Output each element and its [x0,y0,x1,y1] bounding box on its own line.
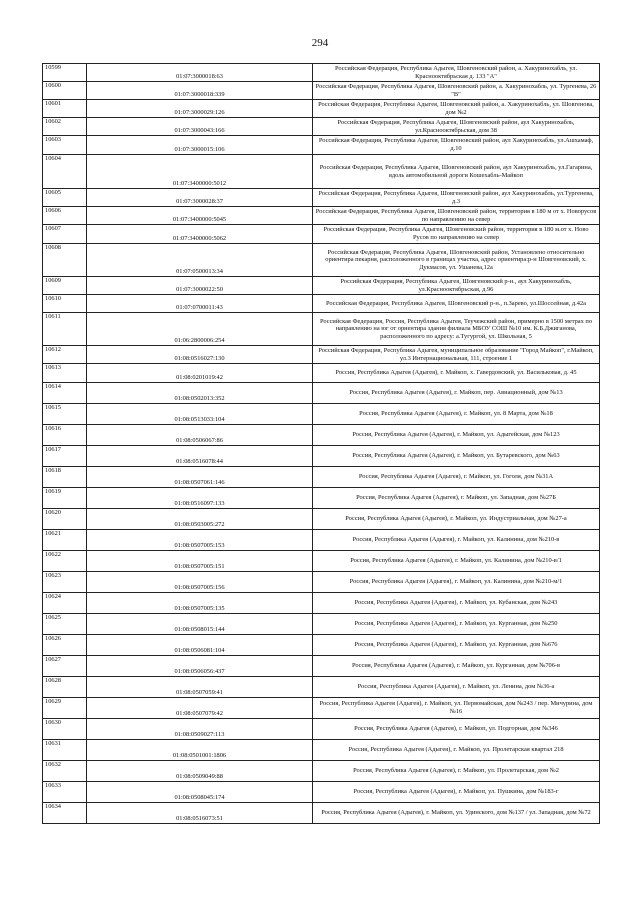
cadastral-number-cell: 01:08:0516027:130 [87,346,313,364]
table-row [43,551,600,572]
cadastral-number-cell: 01:08:0516078:44 [87,446,313,467]
address-cell: Россия, Республика Адыгея (Адыгея), г. Майкоп, ул. Пролетарская квартал 218 [313,740,600,761]
table-row [43,761,600,782]
cadastral-number-cell: 01:08:0507059:41 [87,677,313,698]
table-row [43,446,600,467]
address-cell: Россия, Республика Адыгея (Адыгея), г. Майкоп, ул. Гоголя, дом №31А [313,467,600,488]
row-number-cell: 10621 [43,530,87,551]
address-cell: Россия, Республика Адыгея (Адыгея), г. Майкоп, ул. Ленина, дом №36-а [313,677,600,698]
cadastral-number-cell: 01:07:0700011:43 [87,295,313,313]
row-number-cell: 10628 [43,677,87,698]
row-number-cell: 10615 [43,404,87,425]
table-row [43,225,600,244]
table-row [43,467,600,488]
cadastral-number-cell: 01:07:3000043:166 [87,118,313,136]
row-number-cell: 10602 [43,118,87,136]
table-row [43,364,600,383]
table-row [43,189,600,207]
land-parcel-table [42,63,600,824]
row-number-cell: 10612 [43,346,87,364]
cadastral-number-cell: 01:08:0507005:135 [87,593,313,614]
address-cell: Россия, Республика Адыгея (Адыгея), г. Майкоп, ул. Пушкина, дом №183-г [313,782,600,803]
cadastral-number-cell: 01:08:0509027:113 [87,719,313,740]
row-number-cell: 10609 [43,277,87,295]
table-row [43,383,600,404]
row-number-cell: 10617 [43,446,87,467]
row-number-cell: 10604 [43,155,87,189]
table-row [43,207,600,225]
cadastral-number-cell: 01:08:0513033:104 [87,404,313,425]
row-number-cell: 10601 [43,100,87,118]
table-row [43,295,600,313]
row-number-cell: 10599 [43,64,87,82]
cadastral-number-cell: 01:08:0509049:88 [87,761,313,782]
address-cell: Российская Федерация, Республика Адыгея, Шовгеновский р-н., п.Зарево, ул.Шоссейная, д.42а [313,295,600,313]
cadastral-number-cell: 01:07:3400000:5012 [87,155,313,189]
address-cell: Российская Федерация, Республика Адыгея, Шовгеновский район, аул Хакуринохабль, ул.Краснооктябрьская, дом 38 [313,118,600,136]
table-row [43,614,600,635]
cadastral-number-cell: 01:08:0507005:156 [87,572,313,593]
cadastral-number-cell: 01:07:3000028:37 [87,189,313,207]
row-number-cell: 10632 [43,761,87,782]
cadastral-number-cell: 01:08:0201019:42 [87,364,313,383]
cadastral-number-cell: 01:08:0502013:352 [87,383,313,404]
cadastral-number-cell: 01:07:3400000:5045 [87,207,313,225]
row-number-cell: 10600 [43,82,87,100]
table-row [43,593,600,614]
address-cell: Российская Федерация, Республика Адыгея, Шовгеновский район, территория в 180 м.от х. Ново Русов по направлению на север [313,225,600,244]
table-body [43,64,600,824]
table-row [43,740,600,761]
row-number-cell: 10626 [43,635,87,656]
address-cell: Россия, Республика Адыгея (Адыгея), г. Майкоп, ул. 8 Марта, дом №18 [313,404,600,425]
row-number-cell: 10603 [43,136,87,155]
table-row [43,404,600,425]
address-cell: Россия, Республика Адыгея (Адыгея), г. Майкоп, ул. Курганная, дом №676 [313,635,600,656]
cadastral-number-cell: 01:07:3000018:63 [87,64,313,82]
table-row [43,719,600,740]
address-cell: Россия, Республика Адыгея (Адыгея), г. Майкоп, ул. Индустриальная, дом №27-а [313,509,600,530]
address-cell: Россия, Республика Адыгея (Адыгея), г. Майкоп, ул. Калинина, дом №210-м/1 [313,572,600,593]
row-number-cell: 10616 [43,425,87,446]
address-cell: Российская Федерация, Республика Адыгея, Шовгеновский район, Установлено относительно ориентира пекарня, расположенного в границах участка, адрес ориентира:р-н Шовгеновский, х. Дукмасов, ул. Ушанева,12а [313,244,600,277]
cadastral-number-cell: 01:08:0508045:174 [87,782,313,803]
address-cell: Россия, Республика Адыгея (Адыгея), г. Майкоп, ул. Адыгейская, дом №123 [313,425,600,446]
page-number: 294 [311,37,329,49]
table-row [43,782,600,803]
row-number-cell: 10633 [43,782,87,803]
row-number-cell: 10610 [43,295,87,313]
address-cell: Российская Федерация, Республика Адыгея, Шовгеновский р-н., аул Хакуринохабль, ул.Краснооктябрьская, д.96 [313,277,600,295]
row-number-cell: 10608 [43,244,87,277]
row-number-cell: 10623 [43,572,87,593]
row-number-cell: 10627 [43,656,87,677]
row-number-cell: 10614 [43,383,87,404]
row-number-cell: 10630 [43,719,87,740]
cadastral-number-cell: 01:07:3000015:106 [87,136,313,155]
table-row [43,313,600,346]
table-row [43,277,600,295]
address-cell: Российская Федерация, Республика Адыгея, Шовгеновский район, территория в 180 м от х. Новорусов по направлению на север [313,207,600,225]
address-cell: Россия, Республика Адыгея (Адыгея), г. Майкоп, ул. Калинина, дом №210-в/1 [313,551,600,572]
row-number-cell: 10631 [43,740,87,761]
address-cell: Россия, Республика Адыгея (Адыгея), г. Майкоп, х. Гавердовский, ул. Васильковая, д. 45 [313,364,600,383]
address-cell: Россия, Республика Адыгея (Адыгея), г. Майкоп, ул. Подгорная, дом №346 [313,719,600,740]
row-number-cell: 10605 [43,189,87,207]
address-cell: Российская Федерация, Республика Адыгея, Шовгеновский район, аул Хакуринохабль, ул.Ашхамаф, д.10 [313,136,600,155]
address-cell: Россия, Республика Адыгея (Адыгея), г. Майкоп, ул. Первомайская, дом №243 / пер. Мичурина, дом №16 [313,698,600,719]
address-cell: Россия, Республика Адыгея (Адыгея), г. Майкоп, ул. Удинского, дом №137 / ул. Западная, дом №72 [313,803,600,824]
address-cell: Россия, Республика Адыгея (Адыгея), г. Майкоп, ул. Бутаревского, дом №63 [313,446,600,467]
row-number-cell: 10613 [43,364,87,383]
table-row [43,509,600,530]
address-cell: Российская Федерация, Республика Адыгея, муниципальное образование "Город Майкоп", г.Майкоп, ул.3 Интернациональная, 111, строение 1 [313,346,600,364]
cadastral-number-cell: 01:07:0500013:34 [87,244,313,277]
table-row [43,64,600,82]
table-row [43,82,600,100]
row-number-cell: 10620 [43,509,87,530]
table-row [43,118,600,136]
address-cell: Российская Федерация, Республика Адыгея, Шовгеновский район, а. Хакуринохабль, ул. Краснооктябрьская д. 133 "А" [313,64,600,82]
row-number-cell: 10607 [43,225,87,244]
address-cell: Россия, Республика Адыгея (Адыгея), г. Майкоп, пер. Авиационный, дом №13 [313,383,600,404]
table-row [43,155,600,189]
address-cell: Российская Федерация, Республика Адыгея, Шовгеновский район, а. Хакуринохабль, ул. Тургенева, 26 "В" [313,82,600,100]
cadastral-number-cell: 01:08:0506067:86 [87,425,313,446]
row-number-cell: 10618 [43,467,87,488]
cadastral-number-cell: 01:08:0507061:146 [87,467,313,488]
address-cell: Россия, Республика Адыгея (Адыгея), г. Майкоп, ул. Курганная, дом №250 [313,614,600,635]
table-row [43,803,600,824]
address-cell: Россия, Республика Адыгея (Адыгея), г. Майкоп, ул. Калинина, дом №210-в [313,530,600,551]
cadastral-number-cell: 01:08:0508015:144 [87,614,313,635]
row-number-cell: 10625 [43,614,87,635]
cadastral-number-cell: 01:07:3400000:5062 [87,225,313,244]
table-row [43,488,600,509]
table-row [43,346,600,364]
table-row [43,698,600,719]
table-row [43,677,600,698]
table-row [43,572,600,593]
cadastral-number-cell: 01:08:0507005:153 [87,530,313,551]
row-number-cell: 10629 [43,698,87,719]
cadastral-number-cell: 01:07:3000029:126 [87,100,313,118]
row-number-cell: 10634 [43,803,87,824]
address-cell: Российская Федерация, Республика Адыгея, Шовгеновский район, аул Хакуринохабль, ул.Гагарина, вдоль автомобильной дороги Кошехабль-Майкоп [313,155,600,189]
table-row [43,635,600,656]
cadastral-number-cell: 01:07:3000022:50 [87,277,313,295]
address-cell: Россия, Республика Адыгея (Адыгея), г. Майкоп, ул. Курганная, дом №706-в [313,656,600,677]
cadastral-number-cell: 01:08:0501001:1806 [87,740,313,761]
address-cell: Российская Федерация, Республика Адыгея, Шовгеновский район, а. Хакуринохабль, ул. Шовгенова, дом №2 [313,100,600,118]
cadastral-number-cell: 01:08:0507079:42 [87,698,313,719]
table-row [43,244,600,277]
address-cell: Россия, Республика Адыгея (Адыгея), г. Майкоп, ул. Пролетарская, дом №2 [313,761,600,782]
row-number-cell: 10624 [43,593,87,614]
table-row [43,425,600,446]
address-cell: Российская Федерация, Республика Адыгея, Шовгеновский район, аул Хакуринохабль, ул.Тургенева, д.3 [313,189,600,207]
cadastral-number-cell: 01:08:0516097:133 [87,488,313,509]
cadastral-number-cell: 01:08:0506056:437 [87,656,313,677]
cadastral-number-cell: 01:06:2800006:254 [87,313,313,346]
row-number-cell: 10622 [43,551,87,572]
table-row [43,530,600,551]
row-number-cell: 10611 [43,313,87,346]
table-row [43,100,600,118]
table-row [43,136,600,155]
address-cell: Россия, Республика Адыгея (Адыгея), г. Майкоп, ул. Западная, дом №27Б [313,488,600,509]
cadastral-number-cell: 01:07:3000018:339 [87,82,313,100]
cadastral-number-cell: 01:08:0507005:151 [87,551,313,572]
address-cell: Российская Федерация, Россия, Республика Адыгея, Теучежский район, примерно в 1500 метрах по направлению на юг от ориентира здания филиала МБОУ СОШ №10 им. К.Б.Джиганова, расположенного по адресу: а.Тугургой, ул. Школьная, 5 [313,313,600,346]
cadastral-number-cell: 01:08:0516073:51 [87,803,313,824]
cadastral-number-cell: 01:08:0506081:104 [87,635,313,656]
row-number-cell: 10606 [43,207,87,225]
table-row [43,656,600,677]
address-cell: Россия, Республика Адыгея (Адыгея), г. Майкоп, ул. Кубанская, дом №243 [313,593,600,614]
cadastral-number-cell: 01:08:0503005:272 [87,509,313,530]
row-number-cell: 10619 [43,488,87,509]
